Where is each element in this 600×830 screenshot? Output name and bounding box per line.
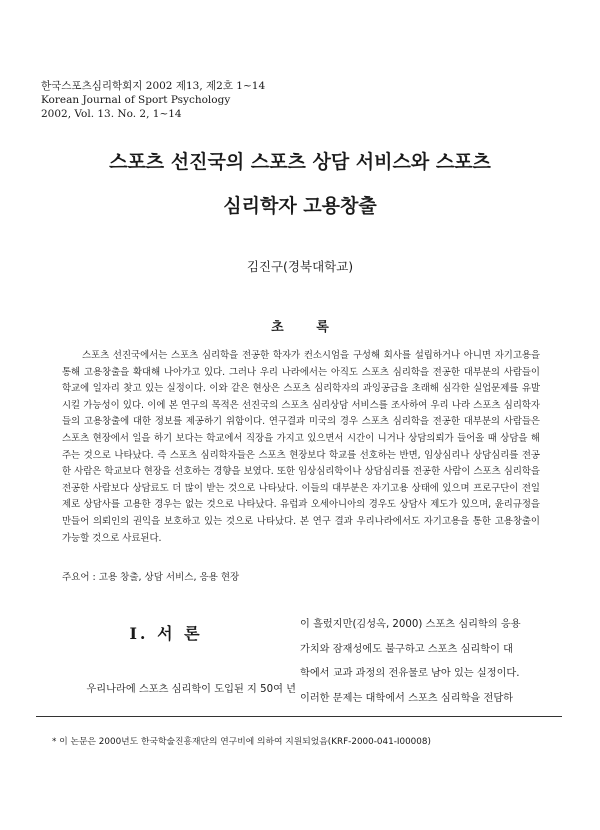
right-column-line: 학에서 교과 과정의 전유물로 남아 있는 실정이다. xyxy=(300,668,520,679)
footnote: * 이 논문은 2000년도 한국학술진흥재단의 연구비에 의하여 지원되었음(KRF-2000-041-I00008) xyxy=(52,737,431,747)
right-column xyxy=(300,613,562,711)
author: 김진구(경북대학교) xyxy=(246,259,354,274)
journal-english: Korean Journal of Sport Psychology xyxy=(41,94,231,106)
journal-volume: 2002, Vol. 13. No. 2, 1~14 xyxy=(41,108,182,120)
right-column-line: 이 흘렀지만(김성옥, 2000) 스포츠 심리학의 응용 xyxy=(300,619,521,630)
title-line-2: 심리학자 고용창출 xyxy=(223,195,377,217)
keywords: 주요어 : 고용 창출, 상담 서비스, 응용 현장 xyxy=(62,572,240,583)
abstract-heading: 초 록 xyxy=(271,320,343,335)
right-column-line: 이러한 문제는 대학에서 스포츠 심리학을 전담하 xyxy=(300,692,514,704)
section-heading: I. 서 론 xyxy=(129,624,203,643)
footnote-divider xyxy=(36,716,562,717)
journal-korean: 한국스포츠심리학회지 2002 제13, 제2호 1~14 xyxy=(41,80,266,92)
abstract-body: 스포츠 선진국에서는 스포츠 심리학을 전공한 학자가 컨소시엄을 구성해 회사를 설립하거나 아니면 자기고용을 통해 고용창출을 확대해 나아가고 있다. 그러나 우리 나라에서는 아직도 스포츠 심리학을 전공한 대부분의 사람들이 학교에 일자리 찾고 있는 실정이다. 이와 같은 현상은 스포츠 심리학자의 과잉공급을 초래해 심각한 실업문제를 유발시킬 가능성이 있다. 이에 본 연구의 목적은 선진국의 스포츠 심리상담 서비스를 조사하여 우리 나라 스포츠 심리학자들의 고용창출에 대한 정보를 제공하기 위함이다. 연구결과 미국의 경우 스포츠 심리학을 전공한 대부분의 사람들은 스포츠 현장에서 일을 하기 보다는 학교에서 직장을 가지고 있으면서 시간이 니거나 상담의뢰가 들어올 때 상담을 해 주는 것으로 나타났다. 즉 스포츠 심리학자들은 스포츠 현장보다 학교를 선호하는 반면, 임상심리나 상담심리를 전공한 사람은 학교보다 현장을 선호하는 경향을 보였다. 또한 임상심리학이나 상담심리를 전공한 사람이 스포츠 심리학을 전공한 사람보다 상담료도 더 많이 받는 것으로 나타났다. 이들의 대부분은 자기고용 상태에 있으며 프로구단이 전일제로 상담사를 고용한 경우는 없는 것으로 나타났다. 유럽과 오세아니아의 경우도 상담사 제도가 있으며, 윤리규정을 만들어 의뢰인의 권익을 보호하고 있는 것으로 나타났다. 본 연구 결과 우리나라에서도 자기고용을 통한 고용창출이 가능할 것으로 사료된다. xyxy=(62,350,540,544)
right-column-line: 가치와 잠재성에도 불구하고 스포츠 심리학이 대 xyxy=(300,643,514,655)
journal-info xyxy=(41,79,265,121)
paper-title xyxy=(0,140,600,228)
title-line-1: 스포츠 선진국의 스포츠 상담 서비스와 스포츠 xyxy=(109,151,491,173)
left-column-text: 우리나라에 스포츠 심리학이 도입된 지 50여 년 xyxy=(86,684,296,695)
